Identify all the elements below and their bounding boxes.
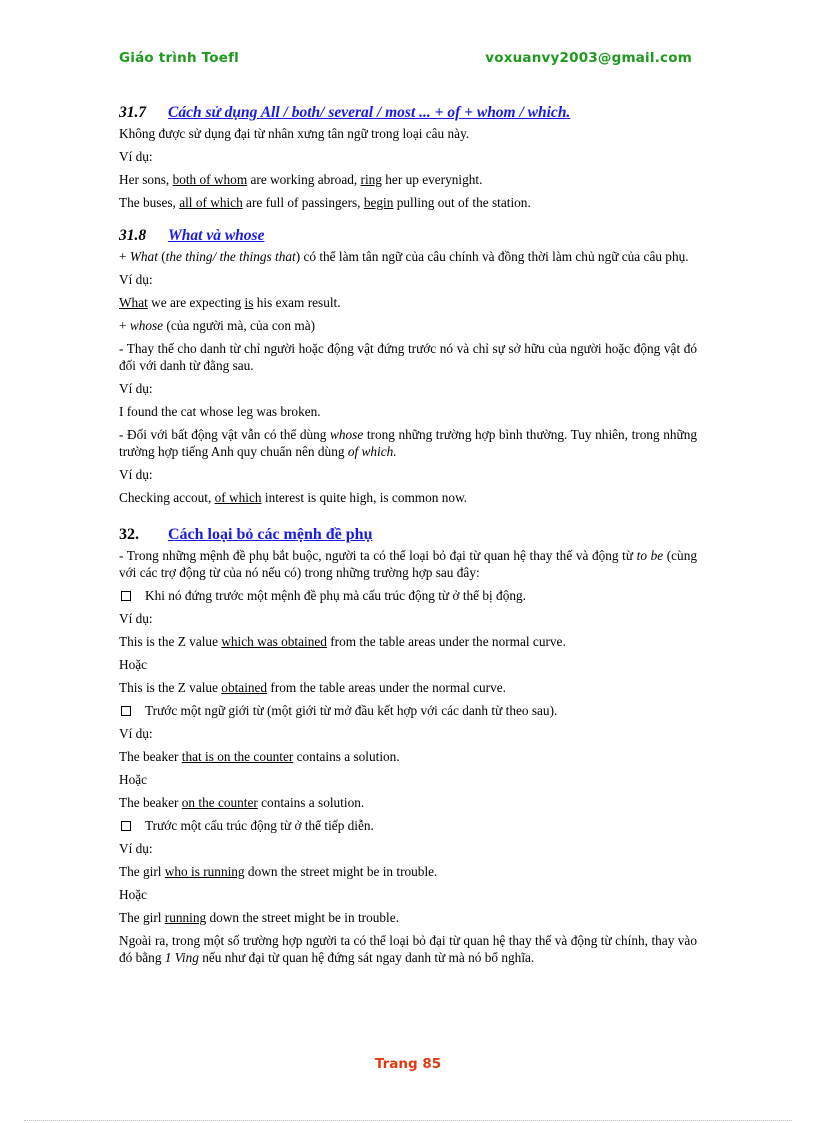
example-sentence: Her sons, both of whom are working abroad, ring her up everynight.: [119, 172, 483, 187]
checkbox-bullet-icon: [121, 821, 131, 831]
section-title: What và whose: [168, 227, 265, 244]
or-label: Hoặc: [119, 772, 148, 787]
section-heading-31-8: [119, 227, 697, 244]
or-label: Hoặc: [119, 887, 148, 902]
section-heading-32: [119, 526, 697, 543]
example-sentence: The beaker that is on the counter contains a solution.: [119, 749, 400, 764]
section-heading-31-7: [119, 104, 697, 121]
checkbox-bullet-icon: [121, 591, 131, 601]
paragraph: + whose (của người mà, của con mà): [119, 318, 316, 333]
checkbox-bullet-icon: [121, 706, 131, 716]
paragraph: - Trong những mệnh đề phụ bắt buộc, người ta có thể loại bỏ đại từ quan hệ thay thế và động từ to be (cùng với các trợ động từ của nó nếu có) trong những trường hợp sau đây:: [119, 548, 697, 580]
paragraph: Ngoài ra, trong một số trường hợp người ta có thể loại bỏ đại từ quan hệ thay thế và động từ chính, thay vào đó bằng 1 Ving nếu như đại từ quan hệ đứng sát ngay danh từ mà nó bổ nghĩa.: [119, 933, 697, 965]
section-number: 32.: [119, 526, 139, 543]
example-sentence: I found the cat whose leg was broken.: [119, 404, 321, 419]
bullet-item: Trước một cấu trúc động từ ở thể tiếp diễn.: [119, 817, 697, 834]
example-label: Ví dụ:: [119, 381, 153, 396]
example-sentence: This is the Z value which was obtained from the table areas under the normal curve.: [119, 634, 566, 649]
or-label: Hoặc: [119, 657, 148, 672]
page-number: Trang 85: [374, 1056, 442, 1072]
paragraph: - Đối với bất động vật vẫn có thể dùng whose trong những trường hợp bình thường. Tuy nhiên, trong những trường hợp tiếng Anh quy chuẩn nên dùng of which.: [119, 427, 697, 459]
paragraph: Không được sử dụng đại từ nhân xưng tân ngữ trong loại câu này.: [119, 126, 470, 141]
section-title: Cách sử dụng All / both/ several / most ... + of + whom / which.: [168, 104, 571, 121]
example-label: Ví dụ:: [119, 841, 153, 856]
example-label: Ví dụ:: [119, 467, 153, 482]
bullet-item: Khi nó đứng trước một mệnh đề phụ mà cấu trúc động từ ở thể bị động.: [119, 587, 697, 604]
example-label: Ví dụ:: [119, 272, 153, 287]
section-title: Cách loại bỏ các mệnh đề phụ: [168, 526, 373, 543]
bullet-item: Trước một ngữ giới từ (một giới từ mở đầu kết hợp với các danh từ theo sau).: [119, 702, 697, 719]
example-label: Ví dụ:: [119, 726, 153, 741]
example-label: Ví dụ:: [119, 611, 153, 626]
paragraph: + What (the thing/ the things that) có thể làm tân ngữ của câu chính và đồng thời làm chủ ngữ của câu phụ.: [119, 249, 689, 264]
example-sentence: The beaker on the counter contains a solution.: [119, 795, 365, 810]
header-title: Giáo trình Toefl: [119, 50, 239, 66]
example-sentence: The girl running down the street might be in trouble.: [119, 910, 399, 925]
section-number: 31.7: [119, 104, 147, 121]
example-sentence: The buses, all of which are full of passingers, begin pulling out of the station.: [119, 195, 531, 210]
example-sentence: What we are expecting is his exam result.: [119, 295, 341, 310]
paragraph: - Thay thế cho danh từ chỉ người hoặc động vật đứng trước nó và chỉ sự sở hữu của người hoặc động vật đó đối với danh từ đằng sau.: [119, 341, 697, 373]
page-divider: [24, 1120, 792, 1121]
section-number: 31.8: [119, 227, 147, 244]
example-sentence: The girl who is running down the street might be in trouble.: [119, 864, 438, 879]
example-sentence: This is the Z value obtained from the table areas under the normal curve.: [119, 680, 506, 695]
example-label: Ví dụ:: [119, 149, 153, 164]
page-content: [119, 104, 697, 972]
example-sentence: Checking accout, of which interest is quite high, is common now.: [119, 490, 468, 505]
header-email: voxuanvy2003@gmail.com: [485, 50, 692, 66]
